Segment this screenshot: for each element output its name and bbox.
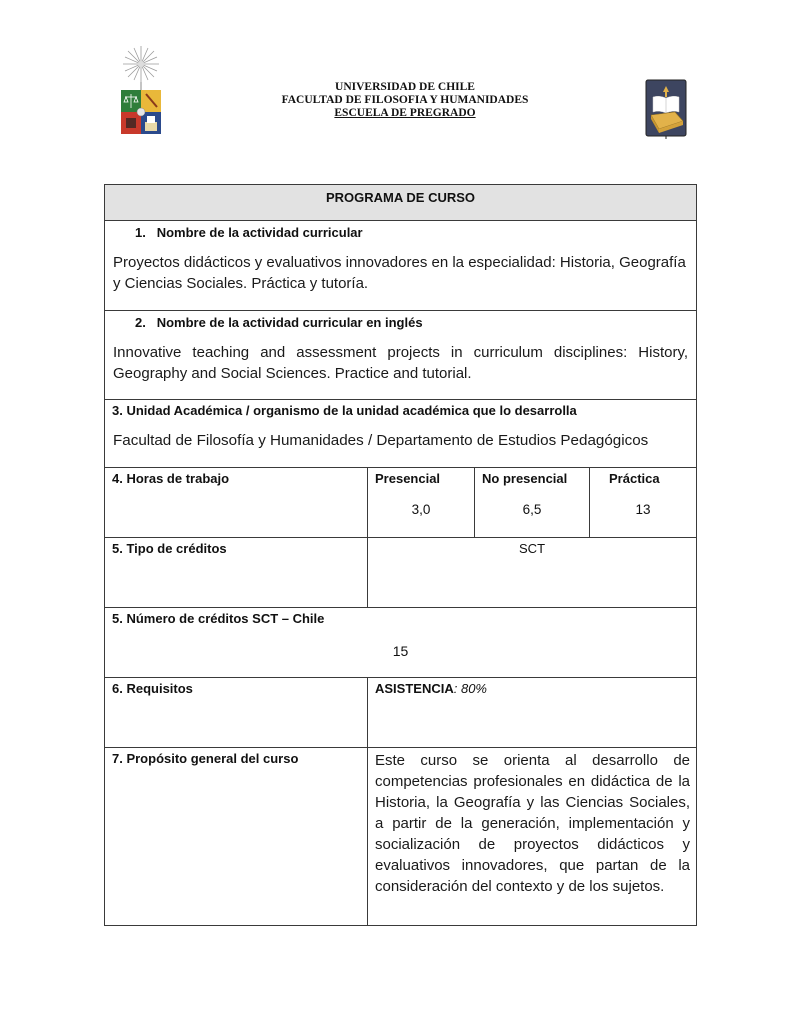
faculty-name: FACULTAD DE FILOSOFIA Y HUMANIDADES [281, 94, 529, 106]
section-credit-number [105, 608, 697, 678]
requirement-value: : 80% [453, 681, 487, 696]
requirements-value [368, 678, 696, 696]
course-program-table [104, 184, 697, 926]
table-title: PROGRAMA DE CURSO [326, 190, 476, 205]
section-title: 1. Nombre de la actividad curricular [135, 225, 363, 240]
section-requirements-label [105, 678, 368, 748]
credit-number-value: 15 [392, 643, 409, 659]
hours-no-presencial-cell [475, 468, 590, 538]
university-name: UNIVERSIDAD DE CHILE [335, 81, 475, 93]
credit-type-cell [368, 538, 697, 608]
table-row [105, 400, 697, 468]
purpose-cell [368, 748, 697, 926]
section-title: 2. Nombre de la actividad curricular en inglés [135, 315, 423, 330]
section-credit-type-label [105, 538, 368, 608]
academic-unit-value: Facultad de Filosofía y Humanidades / Departamento de Estudios Pedagógicos [113, 432, 649, 449]
table-row [105, 538, 697, 608]
activity-name-english-value: Innovative teaching and assessment projects in curriculum disciplines: History, Geography and Social Sciences. Practice and tutorial. [113, 344, 689, 382]
universidad-de-chile-crest-icon [118, 44, 164, 136]
section-title: 5. Tipo de créditos [112, 541, 227, 556]
credit-type-value: SCT [519, 541, 546, 556]
section-title: 4. Horas de trabajo [112, 471, 230, 486]
hours-value: 6,5 [522, 502, 542, 517]
requirements-cell [368, 678, 697, 748]
table-row [105, 608, 697, 678]
hours-column-header: Práctica [609, 471, 660, 486]
purpose-value: Este curso se orienta al desarrollo de competencias profesionales en didáctica de la Historia, la Geografía y las Ciencias Sociales, a partir de la generación, implementación y socialización de proyectos didácticos y evaluativos innovadores, que partan de la consideración del contexto y de los sujetos. [375, 752, 691, 895]
hours-column-header: Presencial [375, 471, 441, 486]
hours-value: 3,0 [411, 502, 431, 517]
section-title: 7. Propósito general del curso [112, 751, 299, 766]
section-activity-name [105, 221, 697, 311]
table-header [105, 185, 697, 221]
requirement-label: ASISTENCIA [375, 681, 454, 696]
table-row [105, 468, 697, 538]
table-row [105, 678, 697, 748]
section-title: 5. Número de créditos SCT – Chile [112, 611, 325, 626]
section-activity-name-english [105, 311, 697, 400]
section-academic-unit [105, 400, 697, 468]
hours-practica-cell [590, 468, 697, 538]
table-row [105, 311, 697, 400]
hours-presencial-cell [368, 468, 475, 538]
letterhead [200, 81, 610, 120]
section-work-hours-label [105, 468, 368, 538]
section-purpose-label [105, 748, 368, 926]
school-name: ESCUELA DE PREGRADO [334, 107, 476, 119]
section-title: 6. Requisitos [112, 681, 193, 696]
table-row [105, 748, 697, 926]
hours-value: 13 [635, 502, 651, 517]
section-title: 3. Unidad Académica / organismo de la unidad académica que lo desarrolla [112, 403, 577, 418]
table-row [105, 221, 697, 311]
hours-column-header: No presencial [482, 471, 568, 486]
facultad-book-emblem-icon [645, 79, 687, 139]
activity-name-value: Proyectos didácticos y evaluativos innovadores en la especialidad: Historia, Geografía y Ciencias Sociales. Práctica y tutoría. [113, 254, 686, 292]
